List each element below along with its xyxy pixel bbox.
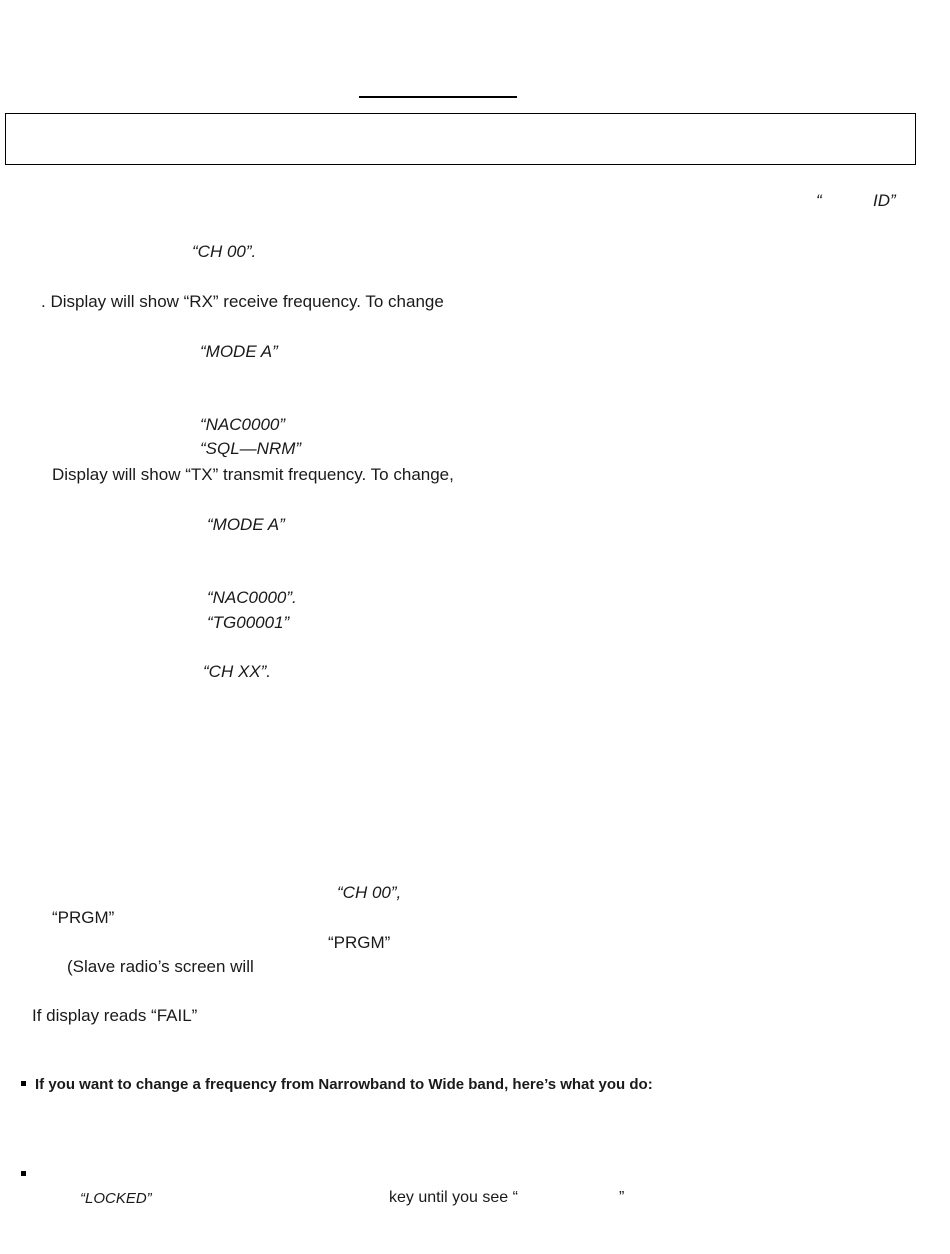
- bullet-marker: [21, 1081, 26, 1086]
- step-tx-nac: “NAC0000”.: [207, 588, 297, 607]
- intro-id-quote: ID”: [873, 191, 896, 210]
- step-chxx: “CH XX”.: [203, 662, 271, 681]
- key-until-text: key until you see “: [389, 1189, 518, 1206]
- step-rx-nac: “NAC0000”: [200, 415, 286, 434]
- step-rx-mode: “MODE A”: [200, 342, 278, 361]
- bullet-text: If you want to change a frequency from Narrowband to Wide band, here’s what you do:: [35, 1076, 653, 1093]
- step-tx-mode: “MODE A”: [207, 515, 285, 534]
- clone-prgm-2: “PRGM”: [328, 933, 391, 952]
- clone-prgm-1: “PRGM”: [52, 908, 115, 927]
- bullet-marker: [21, 1171, 26, 1176]
- step-tx-tg: “TG00001”: [207, 613, 290, 632]
- locked-label: “LOCKED”: [80, 1190, 152, 1207]
- step-rx-line: . Display will show “RX” receive frequency. To change: [41, 292, 444, 311]
- clone-fail-note: If display reads “FAIL”: [32, 1006, 198, 1025]
- clone-slave-note: (Slave radio’s screen will: [67, 957, 254, 976]
- step-tx-line: Display will show “TX” transmit frequency. To change,: [52, 465, 454, 484]
- title-underline: [359, 96, 517, 98]
- intro-quote-open: “: [816, 191, 822, 210]
- close-quote: ”: [619, 1189, 625, 1206]
- clone-ch00: “CH 00”,: [337, 883, 402, 902]
- header-box: [5, 113, 916, 165]
- step-ch00: “CH 00”.: [192, 242, 257, 261]
- step-rx-sql: “SQL—NRM”: [200, 439, 302, 458]
